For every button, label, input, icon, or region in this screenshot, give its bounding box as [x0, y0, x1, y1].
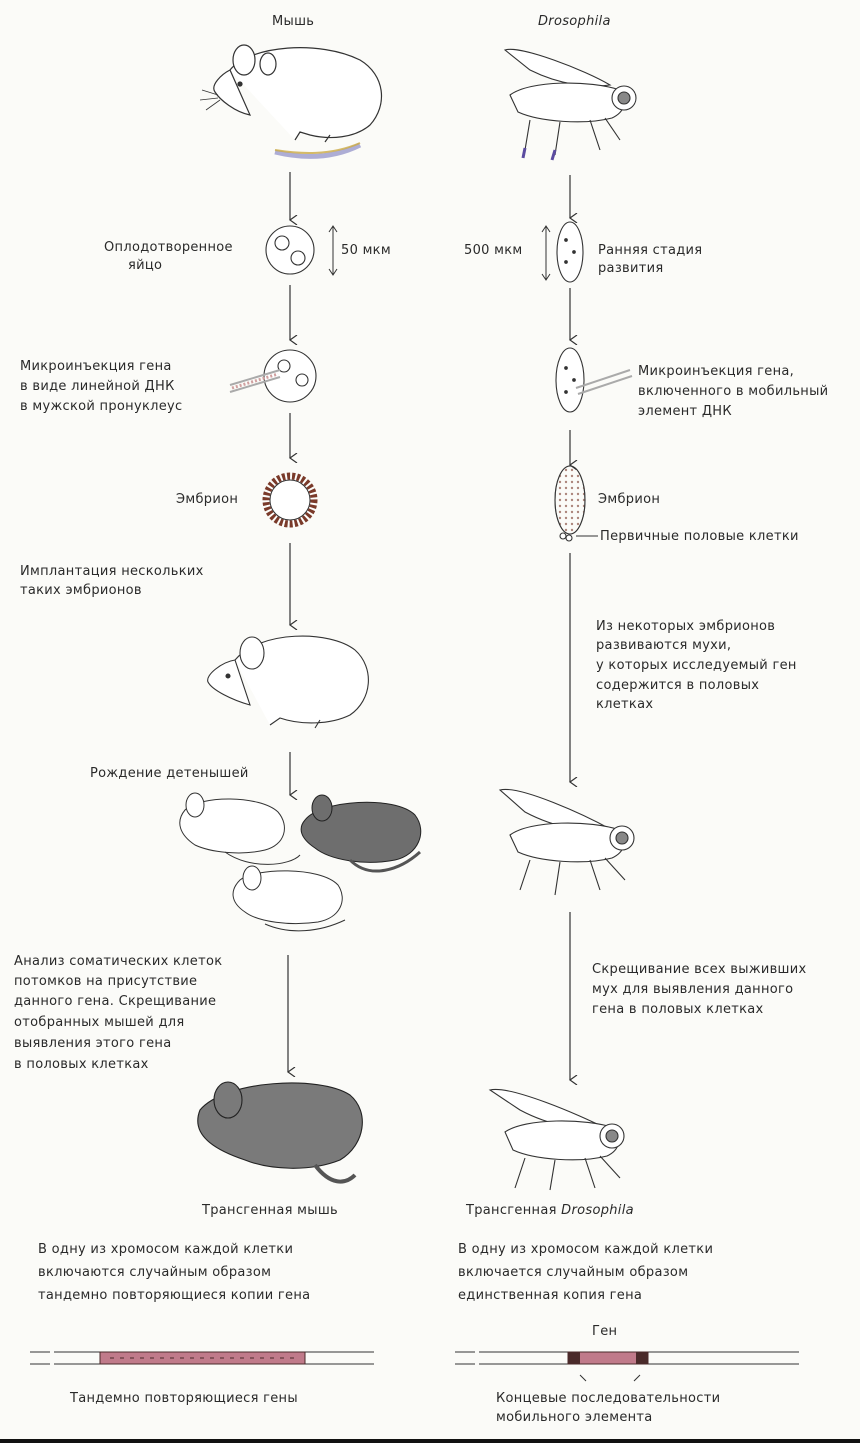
fertilized-egg-label-2: яйцо: [128, 258, 163, 273]
some-embryos-5: клетках: [596, 697, 654, 712]
microinjection-fly-icon: [556, 348, 584, 412]
mouse-result-desc-3: тандемно повторяющиеся копии гена: [38, 1288, 311, 1303]
crossing-2: мух для выявления данного: [592, 982, 794, 997]
fly-middle-icon: [500, 789, 634, 895]
transgenic-fly-icon: [490, 1089, 624, 1190]
some-embryos-4: содержится в половых: [596, 678, 760, 693]
fly-result-desc-3: единственная копия гена: [458, 1288, 643, 1303]
fly-embryo-label: Эмбрион: [598, 492, 661, 507]
analysis-4: отобранных мышей для: [14, 1015, 185, 1030]
microinjection-mouse-3: в мужской пронуклеус: [20, 399, 183, 414]
birth-label: Рождение детенышей: [90, 766, 249, 781]
germ-cells-label: Первичные половые клетки: [600, 529, 799, 544]
microinjection-fly-3: элемент ДНК: [638, 404, 732, 419]
egg-size-mouse: 50 мкм: [341, 243, 391, 258]
surrogate-mouse-icon: [208, 636, 369, 728]
analysis-2: потомков на присутствие: [14, 974, 198, 989]
fly-embryo-icon: [555, 466, 598, 541]
analysis-5: выявления этого гена: [14, 1036, 172, 1051]
analysis-3: данного гена. Скрещивание: [14, 994, 217, 1009]
egg-size-fly: 500 мкм: [464, 243, 523, 258]
early-stage-label-1: Ранняя стадия: [598, 243, 703, 258]
mouse-embryo-label: Эмбрион: [176, 492, 239, 507]
transgenic-fly-title: Трансгенная Drosophila: [466, 1203, 634, 1218]
microinjection-fly-2: включенного в мобильный: [638, 384, 829, 399]
pup-dark-icon: [301, 795, 421, 871]
analysis-6: в половых клетках: [14, 1057, 149, 1072]
analysis-1: Анализ соматических клеток: [14, 954, 223, 969]
mouse-top-icon: [214, 45, 382, 142]
bottom-border: [0, 1439, 860, 1443]
fertilized-egg-label-1: Оплодотворенное: [104, 240, 233, 255]
pup-white-1-icon: [180, 793, 300, 864]
fly-result-desc-1: В одну из хромосом каждой клетки: [458, 1242, 714, 1257]
mouse-title: Мышь: [272, 14, 315, 29]
microinjection-mouse-1: Микроинъекция гена: [20, 359, 172, 374]
some-embryos-1: Из некоторых эмбрионов: [596, 619, 776, 634]
implantation-label-1: Имплантация нескольких: [20, 564, 204, 579]
early-stage-label-2: развития: [598, 261, 664, 276]
fly-chromosome-caption-1: Концевые последовательности: [496, 1391, 721, 1406]
fertilized-egg-icon: [266, 226, 314, 274]
mobile-element-end-left: [568, 1352, 580, 1364]
mouse-embryo-icon: [266, 476, 314, 524]
mouse-result-desc-2: включаются случайным образом: [38, 1265, 272, 1280]
some-embryos-2: развиваются мухи,: [596, 638, 732, 653]
microinjection-mouse-2: в виде линейной ДНК: [20, 379, 175, 394]
pup-white-2-icon: [233, 866, 345, 931]
crossing-1: Скрещивание всех выживших: [592, 962, 807, 977]
some-embryos-3: у которых исследуемый ген: [596, 658, 797, 673]
crossing-3: гена в половых клетках: [592, 1002, 764, 1017]
fly-title: Drosophila: [538, 14, 611, 29]
mobile-element-end-right: [636, 1352, 648, 1364]
gene-label: Ген: [592, 1324, 618, 1339]
fly-result-desc-2: включается случайным образом: [458, 1265, 689, 1280]
implantation-label-2: таких эмбрионов: [20, 583, 142, 598]
mouse-chromosome-caption: Тандемно повторяющиеся гены: [70, 1391, 298, 1406]
early-fly-egg-icon: [557, 222, 583, 282]
mouse-result-desc-1: В одну из хромосом каждой клетки: [38, 1242, 294, 1257]
microinjection-fly-1: Микроинъекция гена,: [638, 364, 795, 379]
fly-chromosome-caption-2: мобильного элемента: [496, 1410, 653, 1425]
fly-top-icon: [505, 49, 636, 155]
transgenic-mouse-icon: [198, 1082, 363, 1182]
transgenic-mouse-title: Трансгенная мышь: [202, 1203, 338, 1218]
